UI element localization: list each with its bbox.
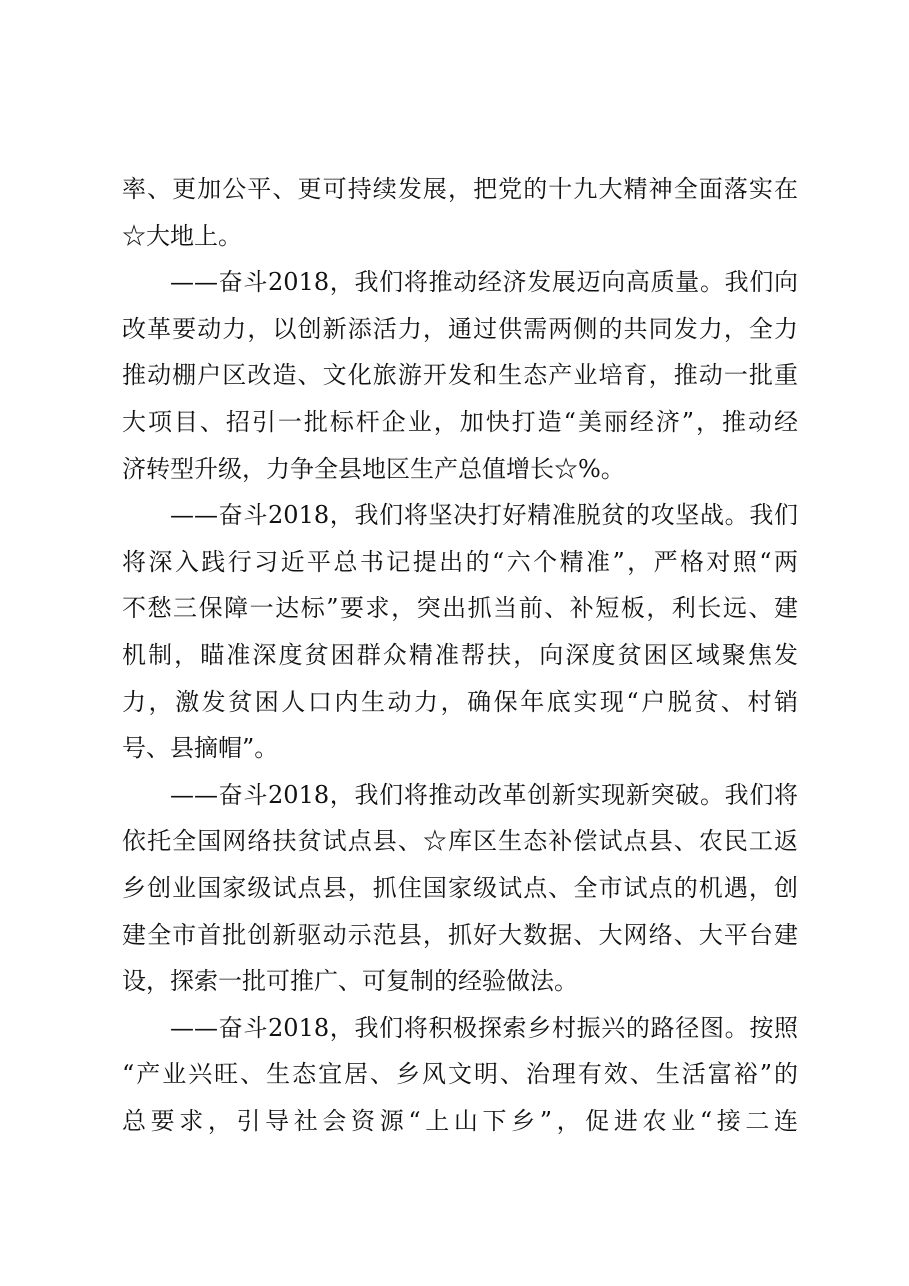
text-line: 率、更加公平、更可持续发展，把党的十九大精神全面落实在 bbox=[122, 175, 798, 203]
text-line: 设，探索一批可推广、可复制的经验做法。 bbox=[122, 967, 578, 996]
text-line: 济转型升级，力争全县地区生产总值增长☆%。 bbox=[122, 454, 625, 483]
text-line: 号、县摘帽”。 bbox=[122, 734, 279, 763]
text-line: 建全市首批创新驱动示范县，抓好大数据、大网络、大平台建 bbox=[122, 920, 798, 949]
paragraph-first-line: ——奋斗2018，我们将推动改革创新实现新突破。我们将 bbox=[170, 780, 798, 809]
paragraph-first-line: ——奋斗2018，我们将积极探索乡村振兴的路径图。按照 bbox=[170, 1013, 798, 1042]
text-line: 大项目、招引一批标杆企业，加快打造“美丽经济”，推动经 bbox=[122, 407, 798, 436]
text-line: 将深入践行习近平总书记提出的“六个精准”，严格对照“两 bbox=[122, 547, 798, 576]
text-line: 乡创业国家级试点县，抓住国家级试点、全市试点的机遇，创 bbox=[122, 873, 798, 902]
text-line: 总要求，引导社会资源“上山下乡”，促进农业“接二连 bbox=[122, 1106, 798, 1135]
text-line: 推动棚户区改造、文化旅游开发和生态产业培育，推动一批重 bbox=[122, 361, 798, 390]
text-line: 依托全国网络扶贫试点县、☆库区生态补偿试点县、农民工返 bbox=[122, 827, 798, 856]
text-line: 不愁三保障一达标”要求，突出抓当前、补短板，利长远、建 bbox=[122, 594, 798, 623]
paragraph-first-line: ——奋斗2018，我们将坚决打好精准脱贫的攻坚战。我们 bbox=[170, 501, 798, 530]
text-line: 机制，瞄准深度贫困群众精准帮扶，向深度贫困区域聚焦发 bbox=[122, 640, 798, 669]
document-body bbox=[122, 166, 798, 1144]
paragraph-first-line: ——奋斗2018，我们将推动经济发展迈向高质量。我们向 bbox=[170, 268, 798, 297]
text-line: 力，激发贫困人口内生动力，确保年底实现“户脱贫、村销 bbox=[122, 687, 798, 716]
text-line: 改革要动力，以创新添活力，通过供需两侧的共同发力，全力 bbox=[122, 314, 798, 343]
text-line: ☆大地上。 bbox=[122, 221, 242, 250]
text-line: “产业兴旺、生态宜居、乡风文明、治理有效、生活富裕”的 bbox=[122, 1060, 798, 1089]
